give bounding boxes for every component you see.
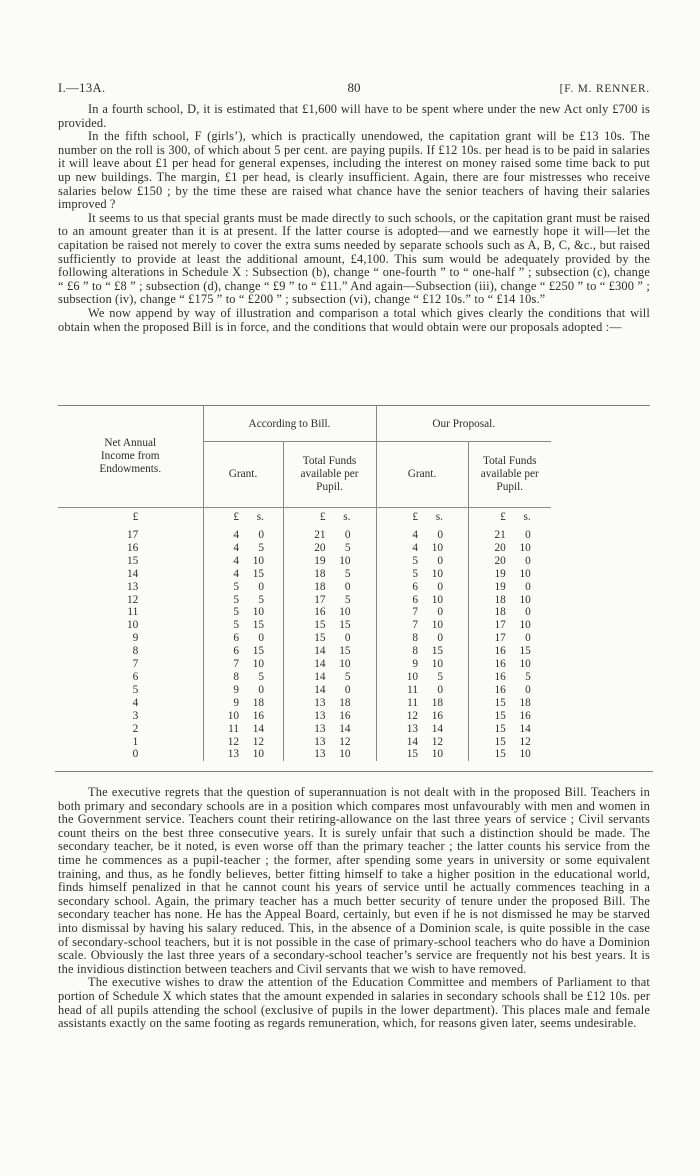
money-cell: 15 14 xyxy=(494,722,531,735)
table-body xyxy=(58,508,551,762)
table-row xyxy=(58,594,551,607)
table-row xyxy=(58,671,551,684)
comparison-table xyxy=(58,406,551,761)
text-block-after-table xyxy=(58,786,650,1031)
paragraph-5: The executive regrets that the question of superannuation is not dealt with in the proposed Bill. Teachers in both primary and secondary schools are in a position which compares most unfavourably with men and women in the Government service. Teachers count their retiring-allowance on the last three years of service ; Civil servants count theirs on the best three consecutive years. It is surely unfair that such a distinction should be made. The secondary teacher, be it noted, is even worse off than the primary teacher ; the latter counts his service from the time he commences as a pupil-teacher ; the former, after spending some years in university or some equivalent training, and thus, as he fondly believes, better fitting himself to take a higher position in the educational world, finds himself penalized in that he cannot count his years of service until he actually commences teaching in a secondary school. Again, the primary teacher has a much better security of tenure under the proposed Bill. The secondary teacher has none. He has the Appeal Board, certainly, but even if he is not dismissed he may be starved into dismissal by having his salary reduced. This, in the absence of a Dominion scale, is quite possible in the case of secondary-school teachers, but it is not possible in the case of primary-school teachers who do have a Dominion scale. Obviously the last three years of a secondary-school teacher’s service are frequently not his best years. It is the invidious distinction between teachers and Civil servants that we wish to have removed. xyxy=(58,785,650,976)
income-cell: 8 xyxy=(58,645,203,658)
money-cell: 18 10 xyxy=(494,593,531,606)
income-cell: 16 xyxy=(58,542,203,555)
bill-grant-header: Grant. xyxy=(203,442,283,508)
table-row xyxy=(58,581,551,594)
income-cell: 13 xyxy=(58,581,203,594)
money-cell: 5 15 xyxy=(203,619,283,632)
money-cell: 10 16 xyxy=(203,710,283,723)
income-cell: 12 xyxy=(58,594,203,607)
table-bottom-rule xyxy=(55,771,653,772)
income-column-header: Net Annual Income from Endowments. xyxy=(58,406,203,508)
money-cell: 21 0 xyxy=(283,529,376,542)
money-cell: 14 0 xyxy=(283,684,376,697)
page-number: 80 xyxy=(347,80,361,95)
money-cell: 12 16 xyxy=(376,710,468,723)
income-cell: 2 xyxy=(58,723,203,736)
money-cell: £ s. xyxy=(283,508,376,530)
money-cell: 7 0 xyxy=(376,606,468,619)
income-cell: 14 xyxy=(58,568,203,581)
proposal-grant-header: Grant. xyxy=(376,442,468,508)
table-row xyxy=(58,542,551,555)
paragraph-4: We now append by way of illustration and comparison a total which gives clearly the conditions that will obtain when the proposed Bill is in force, and the conditions that would obtain were our proposals adopted :— xyxy=(58,305,650,334)
money-cell: 5 5 xyxy=(203,594,283,607)
money-cell: 5 0 xyxy=(203,581,283,594)
money-cell: 20 0 xyxy=(494,554,531,567)
table-row xyxy=(58,658,551,671)
money-cell: 14 12 xyxy=(376,736,468,749)
table-row xyxy=(58,645,551,658)
money-cell: 9 0 xyxy=(203,684,283,697)
table-row xyxy=(58,555,551,568)
money-cell: 15 10 xyxy=(376,748,468,761)
money-cell: 13 10 xyxy=(203,748,283,761)
paragraph-1: In a fourth school, D, it is estimated that £1,600 will have to be spent where under the new Act only £700 is provided. xyxy=(58,102,650,130)
money-cell: £ s. xyxy=(376,508,468,530)
money-cell: 18 0 xyxy=(494,606,531,619)
table-row xyxy=(58,529,551,542)
table-row xyxy=(58,723,551,736)
money-cell: 15 18 xyxy=(494,696,531,709)
money-cell: 17 10 xyxy=(494,619,531,632)
table-row xyxy=(58,632,551,645)
money-cell: 16 10 xyxy=(283,606,376,619)
table-row xyxy=(58,606,551,619)
paragraph-3: It seems to us that special grants must be made directly to such schools, or the capitation grant must be raised to an amount greater than it is at present. If the latter course is adopted—and we earnestly hope it will—let the capitation be raised not merely to cover the extra sums needed by separate schools such as A, B, C, &c., but raised sufficiently to provide at least the additional amount, £4,100. This sum would be adequately provided by the following alterations in Schedule X : Subsection (b), change “ one-fourth ” to “ one-half ” ; subsection (c), change “ £6 ” to “ £8 ” ; subsection (d), change “ £9 ” to “ £11.” And again—Subsection (iii), change “ £250 ” to “ £300 ” ; subsection (iv), change “ £175 ” to “ £200 ” ; subsection (vi), change “ £12 10s.” to “ £14 10s.” xyxy=(58,210,650,307)
money-cell: 16 15 xyxy=(494,645,531,658)
income-cell: £ xyxy=(58,508,203,530)
money-cell: 13 12 xyxy=(283,736,376,749)
income-cell: 17 xyxy=(58,529,203,542)
table-row xyxy=(58,568,551,581)
table-row xyxy=(58,684,551,697)
money-cell: 13 10 xyxy=(283,748,376,761)
income-cell: 9 xyxy=(58,632,203,645)
table-row xyxy=(58,748,551,761)
money-cell: 19 10 xyxy=(494,567,531,580)
money-cell: 16 10 xyxy=(494,658,531,671)
group-header-bill: According to Bill. xyxy=(203,406,376,442)
income-cell: 4 xyxy=(58,697,203,710)
money-cell: 5 10 xyxy=(203,606,283,619)
money-cell: 13 14 xyxy=(376,723,468,736)
running-head xyxy=(58,80,650,96)
income-cell: 3 xyxy=(58,710,203,723)
table-row xyxy=(58,697,551,710)
money-cell: 9 10 xyxy=(376,658,468,671)
comparison-table-section xyxy=(58,405,650,761)
money-cell: 6 15 xyxy=(203,645,283,658)
units-row xyxy=(58,508,551,530)
group-header-proposal: Our Proposal. xyxy=(376,406,551,442)
bill-total-funds-header: Total Funds available per Pupil. xyxy=(283,442,376,508)
money-cell: 15 10 xyxy=(494,748,531,761)
money-cell: 4 0 xyxy=(376,529,468,542)
money-cell: 5 10 xyxy=(376,568,468,581)
table-row xyxy=(58,710,551,723)
money-cell: 10 5 xyxy=(376,671,468,684)
money-cell: 8 15 xyxy=(376,645,468,658)
money-cell: 4 10 xyxy=(376,542,468,555)
money-cell: 8 5 xyxy=(203,671,283,684)
proposal-total-funds-header: Total Funds available per Pupil. xyxy=(468,442,551,508)
money-cell: 14 5 xyxy=(283,671,376,684)
income-cell: 1 xyxy=(58,736,203,749)
money-cell: 6 10 xyxy=(376,594,468,607)
money-cell: 16 5 xyxy=(494,670,531,683)
document-reference: I.—13A. xyxy=(58,81,106,95)
money-cell: 13 14 xyxy=(283,723,376,736)
money-cell: 18 0 xyxy=(283,581,376,594)
money-cell: 11 0 xyxy=(376,684,468,697)
money-cell: 15 15 xyxy=(283,619,376,632)
money-cell: 21 0 xyxy=(494,529,531,541)
table-row xyxy=(58,619,551,632)
money-cell: 17 5 xyxy=(283,594,376,607)
money-cell: 13 18 xyxy=(283,697,376,710)
money-cell: 7 10 xyxy=(203,658,283,671)
money-cell: 14 15 xyxy=(283,645,376,658)
money-cell: 4 10 xyxy=(203,555,283,568)
income-cell: 6 xyxy=(58,671,203,684)
paragraph-2: In the fifth school, F (girls’), which is practically unendowed, the capitation grant will be £13 10s. The number on the roll is 300, of which about 5 per cent. are paying pupils. If £12 10s. per head is to be paid in salaries it will leave about £1 per head for general expenses, including the interest on money raised some time back to put up new buildings. The margin, £1 per head, is clearly insufficient. Again, there are four mistresses who receive salaries below £150 ; by the time these are raised what chance have the senior teachers of having their salaries improved ? xyxy=(58,129,650,212)
money-cell: 7 10 xyxy=(376,619,468,632)
income-cell: 15 xyxy=(58,555,203,568)
money-cell: 14 10 xyxy=(283,658,376,671)
money-cell: £ s. xyxy=(203,508,283,530)
group-header-row xyxy=(58,406,551,442)
income-cell: 0 xyxy=(58,748,203,761)
money-cell: 11 14 xyxy=(203,723,283,736)
money-cell: 19 0 xyxy=(494,580,531,593)
money-cell: 16 0 xyxy=(494,683,531,696)
income-cell: 11 xyxy=(58,606,203,619)
money-cell: 4 15 xyxy=(203,568,283,581)
income-cell: 5 xyxy=(58,684,203,697)
money-cell: 15 16 xyxy=(494,709,531,722)
money-cell: 4 5 xyxy=(203,542,283,555)
table-row xyxy=(58,736,551,749)
paragraph-6: The executive wishes to draw the attention of the Education Committee and members of Parliament to that portion of Schedule X which states that the amount expended in salaries in secondary schools shall be £12 10s. per head of all pupils attending the school (exclusive of pupils in the lower department). This places male and female assistants exactly on the same footing as regards remuneration, which, for reasons given later, seems undesirable. xyxy=(58,975,650,1031)
income-cell: 7 xyxy=(58,658,203,671)
author-name: [F. M. RENNER. xyxy=(559,83,650,95)
money-cell: 5 0 xyxy=(376,555,468,568)
money-cell: 15 12 xyxy=(494,735,531,748)
money-cell: 20 5 xyxy=(283,542,376,555)
text-block-before-table xyxy=(58,103,650,334)
money-cell: 15 0 xyxy=(283,632,376,645)
money-cell: 4 0 xyxy=(203,529,283,542)
money-cell: 6 0 xyxy=(203,632,283,645)
income-cell: 10 xyxy=(58,619,203,632)
money-cell: 8 0 xyxy=(376,632,468,645)
money-cell: £ s. xyxy=(500,511,531,523)
money-cell: 11 18 xyxy=(376,697,468,710)
money-cell: 9 18 xyxy=(203,697,283,710)
money-cell: 12 12 xyxy=(203,736,283,749)
money-cell: 17 0 xyxy=(494,632,531,645)
money-cell: 13 16 xyxy=(283,710,376,723)
money-cell: 20 10 xyxy=(494,541,531,554)
money-cell: 6 0 xyxy=(376,581,468,594)
money-cell: 18 5 xyxy=(283,568,376,581)
money-cell: 19 10 xyxy=(283,555,376,568)
